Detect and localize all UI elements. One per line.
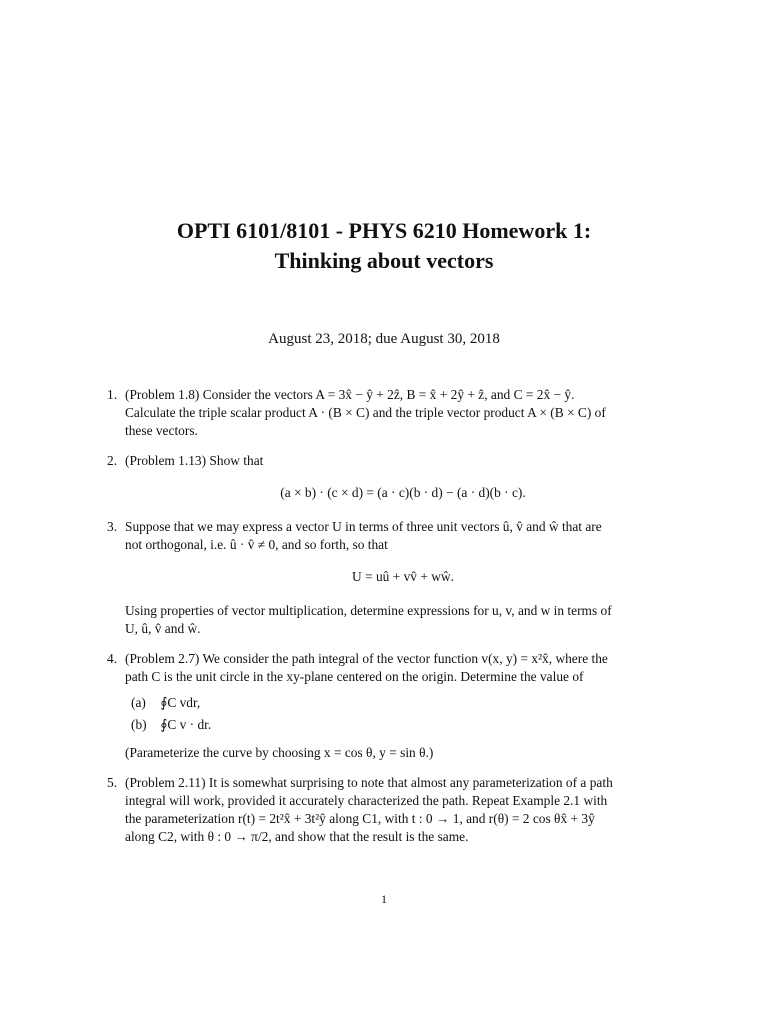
- problem-text-line: integral will work, provided it accurately characterized the path. Repeat Example 2.1 with: [125, 793, 608, 808]
- problem-text-line: Suppose that we may express a vector U in terms of three unit vectors û, v̂ and ŵ that are: [125, 519, 602, 534]
- display-equation: U = uû + vv̂ + wŵ.: [352, 569, 454, 584]
- problem-number: 1.: [107, 387, 118, 402]
- problem-5: [107, 774, 681, 846]
- page-title: [0, 216, 768, 276]
- problem-number: 4.: [107, 651, 118, 666]
- problem-note: (Parameterize the curve by choosing x = cos θ, y = sin θ.): [125, 745, 434, 760]
- problem-2: [107, 452, 681, 502]
- sub-part-label: (a): [131, 695, 146, 710]
- page-number: 1: [381, 892, 387, 906]
- problem-3: [107, 518, 681, 638]
- title-line-1: OPTI 6101/8101 - PHYS 6210 Homework 1:: [176, 218, 592, 243]
- sub-part-text: ∮C vdr,: [160, 695, 201, 710]
- problem-text-line: U, û, v̂ and ŵ.: [125, 621, 201, 636]
- sub-part-text: ∮C v · dr.: [160, 717, 212, 732]
- problem-text-line: these vectors.: [125, 423, 198, 438]
- sub-part-list: [125, 694, 681, 734]
- date-line: August 23, 2018; due August 30, 2018: [268, 331, 500, 347]
- problem-text-line: (Problem 2.11) It is somewhat surprising to note that almost any parameterization of a path: [125, 775, 613, 790]
- problem-1: [107, 386, 681, 440]
- sub-part-b: [125, 716, 681, 734]
- title-line-2: Thinking about vectors: [274, 248, 494, 273]
- problem-number: 5.: [107, 775, 118, 790]
- sub-part-a: [125, 694, 681, 712]
- problem-number: 3.: [107, 519, 118, 534]
- problem-text-line: the parameterization r(t) = 2t²x̂ + 3t²ŷ along C1, with t : 0 → 1, and r(θ) = 2 cos θx̂ + 3ŷ: [125, 811, 595, 826]
- problem-text-line: Using properties of vector multiplication, determine expressions for u, v, and w in terms of: [125, 603, 612, 618]
- problem-4: [107, 650, 681, 762]
- problem-text-line: (Problem 1.13) Show that: [125, 453, 264, 468]
- problem-number: 2.: [107, 453, 118, 468]
- problem-list: [107, 386, 681, 858]
- problem-text-line: Calculate the triple scalar product A · (B × C) and the triple vector product A × (B × C) of: [125, 405, 606, 420]
- sub-part-label: (b): [131, 717, 147, 732]
- problem-text-line: (Problem 2.7) We consider the path integral of the vector function v(x, y) = x²x̂, where the: [125, 651, 608, 666]
- problem-text-line: path C is the unit circle in the xy-plane centered on the origin. Determine the value of: [125, 669, 584, 684]
- display-equation: (a × b) · (c × d) = (a · c)(b · d) − (a · d)(b · c).: [280, 485, 526, 500]
- problem-text-line: (Problem 1.8) Consider the vectors A = 3x̂ − ŷ + 2ẑ, B = x̂ + 2ŷ + ẑ, and C = 2x̂ − ŷ.: [125, 387, 575, 402]
- problem-text-line: not orthogonal, i.e. û · v̂ ≠ 0, and so forth, so that: [125, 537, 388, 552]
- problem-text-line: along C2, with θ : 0 → π/2, and show that the result is the same.: [125, 829, 469, 844]
